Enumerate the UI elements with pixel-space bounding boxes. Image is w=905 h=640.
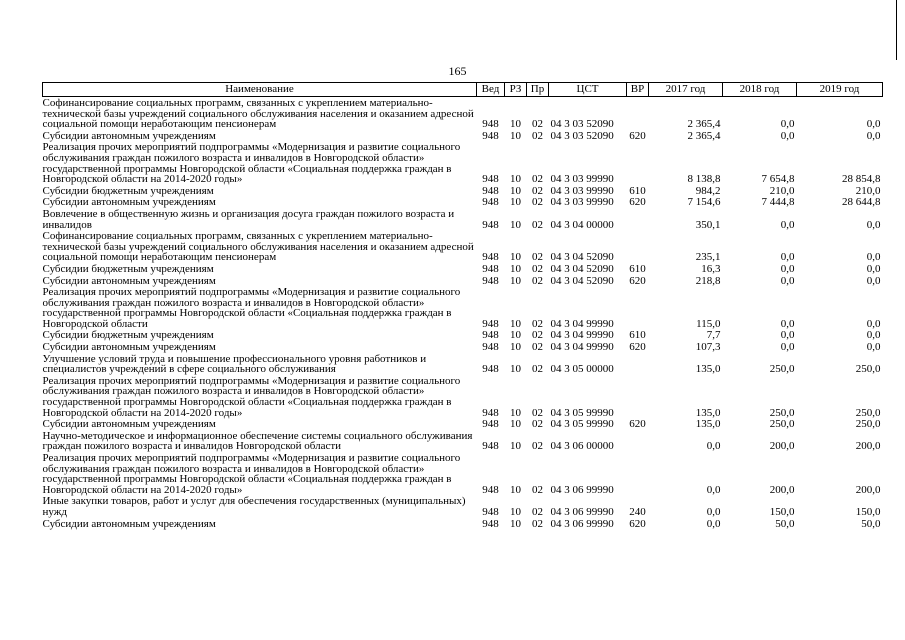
row-2018-value: 0,0	[780, 251, 795, 264]
table-row	[43, 230, 883, 263]
row-ved: 948	[482, 218, 499, 231]
row-name: Улучшение условий труда и повышение профессионального уровня работников и специалистов учреждений в сфере социального обслуживания	[42, 352, 427, 376]
row-rz: 10	[510, 363, 521, 376]
row-rz: 10	[510, 505, 521, 518]
table-row	[43, 452, 883, 495]
row-2017-value: 350,1	[695, 218, 721, 231]
row-ved: 948	[482, 262, 499, 275]
table-row	[43, 418, 883, 430]
row-name: Реализация прочих мероприятий подпрограммы «Модернизация и развитие социального обслуживания граждан пожилого возраста и инвалидов в Новгородской области» государственной программы Новгородской области «Социальная поддержка граждан в Новгородской области на 2014-2020 годы»	[42, 141, 461, 186]
row-2017-value: 2 365,4	[687, 118, 721, 131]
row-2017-value: 7,7	[706, 329, 721, 342]
row-pr: 02	[532, 418, 543, 431]
row-2018-value: 7 444,8	[761, 196, 795, 209]
row-2019-value: 200,0	[855, 440, 881, 453]
row-cst: 04 3 05 00000	[550, 363, 614, 376]
row-ved: 948	[482, 505, 499, 518]
row-name: Софинансирование социальных программ, связанных с укреплением материально-технической базы учреждений социального обслуживания населения и оказанием адресной социальной помощи неработающим пенсионерам	[42, 97, 474, 131]
row-ved: 948	[482, 274, 499, 287]
row-name: Субсидии бюджетным учреждениям	[42, 262, 214, 275]
row-2018-value: 250,0	[769, 406, 795, 419]
row-cst: 04 3 04 52090	[550, 274, 614, 287]
row-2019-value: 0,0	[866, 317, 881, 330]
table-body	[43, 97, 883, 530]
row-rz: 10	[510, 262, 521, 275]
row-2019-value: 28 644,8	[842, 196, 881, 209]
row-2019-value: 50,0	[861, 517, 881, 530]
row-ved: 948	[482, 184, 499, 197]
row-vr: 610	[629, 262, 646, 275]
row-vr: 610	[629, 329, 646, 342]
row-rz: 10	[510, 274, 521, 287]
row-2019-value: 250,0	[855, 406, 881, 419]
table-row	[43, 185, 883, 197]
row-ved: 948	[482, 483, 499, 496]
row-ved: 948	[482, 173, 499, 186]
row-rz: 10	[510, 129, 521, 142]
row-cst: 04 3 04 99990	[550, 329, 614, 342]
row-name: Субсидии автономным учреждениям	[42, 418, 216, 431]
row-ved: 948	[482, 418, 499, 431]
row-2019-value: 0,0	[866, 329, 881, 342]
row-2017-value: 16,3	[701, 262, 721, 275]
row-2018-value: 210,0	[769, 184, 795, 197]
row-2018-value: 0,0	[780, 274, 795, 287]
row-2018-value: 250,0	[769, 418, 795, 431]
row-pr: 02	[532, 262, 543, 275]
row-name: Софинансирование социальных программ, связанных с укреплением материально-технической базы учреждений социального обслуживания населения и оказанием адресной социальной помощи неработающим пенсионерам	[42, 230, 474, 264]
row-rz: 10	[510, 218, 521, 231]
row-cst: 04 3 05 99990	[550, 418, 614, 431]
row-2018-value: 200,0	[769, 483, 795, 496]
row-cst: 04 3 06 00000	[550, 440, 614, 453]
row-pr: 02	[532, 517, 543, 530]
row-2019-value: 250,0	[855, 363, 881, 376]
row-2018-value: 200,0	[769, 440, 795, 453]
row-ved: 948	[482, 440, 499, 453]
table-row	[43, 141, 883, 184]
row-2018-value: 150,0	[769, 505, 795, 518]
header-2017: 2017 год	[649, 83, 723, 97]
row-vr: 620	[629, 274, 646, 287]
row-2017-value: 115,0	[696, 317, 721, 330]
row-cst: 04 3 06 99990	[550, 517, 614, 530]
row-rz: 10	[510, 341, 521, 354]
row-vr: 610	[629, 184, 646, 197]
row-rz: 10	[510, 406, 521, 419]
page-edge-rule	[896, 0, 897, 60]
row-vr	[627, 375, 649, 418]
row-2018-value: 7 654,8	[761, 173, 795, 186]
row-ved: 948	[482, 363, 499, 376]
row-2019-value: 0,0	[866, 118, 881, 131]
row-ved: 948	[482, 196, 499, 209]
row-pr: 02	[532, 251, 543, 264]
row-name: Субсидии автономным учреждениям	[42, 517, 216, 530]
row-2018-value: 250,0	[769, 363, 795, 376]
row-name: Иные закупки товаров, работ и услуг для обеспечения государственных (муниципальных) нужд	[42, 495, 466, 518]
row-vr	[627, 141, 649, 184]
row-cst: 04 3 04 52090	[550, 262, 614, 275]
row-ved: 948	[482, 251, 499, 264]
row-rz: 10	[510, 483, 521, 496]
row-ved: 948	[482, 118, 499, 131]
row-cst: 04 3 04 00000	[550, 218, 614, 231]
row-2019-value: 150,0	[855, 505, 881, 518]
row-cst: 04 3 04 99990	[550, 341, 614, 354]
row-ved: 948	[482, 129, 499, 142]
row-vr: 620	[629, 196, 646, 209]
header-name: Наименование	[43, 83, 477, 97]
row-2019-value: 210,0	[855, 184, 881, 197]
row-cst: 04 3 05 99990	[550, 406, 614, 419]
row-pr: 02	[532, 406, 543, 419]
row-rz: 10	[510, 317, 521, 330]
row-vr: 620	[629, 418, 646, 431]
row-pr: 02	[532, 341, 543, 354]
row-cst: 04 3 04 52090	[550, 251, 614, 264]
table-row	[43, 275, 883, 287]
row-pr: 02	[532, 329, 543, 342]
row-rz: 10	[510, 440, 521, 453]
row-pr: 02	[532, 363, 543, 376]
row-2019-value: 200,0	[855, 483, 881, 496]
row-cst: 04 3 03 99990	[550, 173, 614, 186]
header-vr: ВР	[627, 83, 649, 97]
row-name: Вовлечение в общественную жизнь и организация досуга граждан пожилого возраста и инвалидов	[42, 207, 455, 231]
row-name: Субсидии бюджетным учреждениям	[42, 184, 214, 197]
row-2018-value: 0,0	[780, 129, 795, 142]
row-cst: 04 3 03 99990	[550, 196, 614, 209]
row-name: Субсидии автономным учреждениям	[42, 196, 216, 209]
row-2018-value: 0,0	[780, 262, 795, 275]
header-rz: РЗ	[505, 83, 527, 97]
table-row	[43, 208, 883, 230]
row-name: Реализация прочих мероприятий подпрограммы «Модернизация и развитие социального обслуживания граждан пожилого возраста и инвалидов в Новгородской области» государственной программы Новгородской области «Социальная поддержка граждан в Новгородской области	[42, 286, 461, 330]
table-row	[43, 97, 883, 130]
table-row	[43, 263, 883, 275]
header-2019: 2019 год	[797, 83, 883, 97]
row-2017-value: 0,0	[706, 440, 721, 453]
row-vr	[627, 430, 649, 452]
row-cst: 04 3 03 52090	[550, 129, 614, 142]
table-row	[43, 430, 883, 452]
row-pr: 02	[532, 317, 543, 330]
row-2017-value: 8 138,8	[687, 173, 721, 186]
row-vr: 620	[629, 341, 646, 354]
row-pr: 02	[532, 129, 543, 142]
row-name: Субсидии автономным учреждениям	[42, 129, 216, 142]
row-name: Субсидии бюджетным учреждениям	[42, 329, 214, 342]
row-pr: 02	[532, 440, 543, 453]
row-pr: 02	[532, 274, 543, 287]
row-2019-value: 250,0	[855, 418, 881, 431]
table-row	[43, 329, 883, 341]
row-2017-value: 2 365,4	[687, 129, 721, 142]
row-vr	[627, 286, 649, 329]
row-2017-value: 0,0	[706, 505, 721, 518]
row-pr: 02	[532, 184, 543, 197]
row-cst: 04 3 03 52090	[550, 118, 614, 131]
row-rz: 10	[510, 418, 521, 431]
row-2018-value: 50,0	[775, 517, 795, 530]
row-name: Реализация прочих мероприятий подпрограммы «Модернизация и развитие социального обслуживания граждан пожилого возраста и инвалидов в Новгородской области» государственной программы Новгородской области «Социальная поддержка граждан в Новгородской области на 2014-2020 годы»	[42, 374, 461, 419]
table-header	[43, 83, 883, 97]
row-2017-value: 235,1	[695, 251, 721, 264]
row-name: Научно-методическое и информационное обеспечение системы социального обслуживания граждан пожилого возраста и инвалидов Новгородской области	[42, 429, 473, 453]
table-row	[43, 495, 883, 517]
row-vr	[627, 452, 649, 495]
row-rz: 10	[510, 196, 521, 209]
row-2017-value: 7 154,6	[687, 196, 721, 209]
row-ved: 948	[482, 341, 499, 354]
row-2019-value: 0,0	[866, 262, 881, 275]
row-2017-value: 218,8	[695, 274, 721, 287]
row-ved: 948	[482, 406, 499, 419]
row-pr: 02	[532, 505, 543, 518]
row-pr: 02	[532, 483, 543, 496]
row-2018-value: 0,0	[780, 329, 795, 342]
header-cst: ЦСТ	[549, 83, 627, 97]
row-2017-value: 0,0	[706, 483, 721, 496]
row-name: Субсидии автономным учреждениям	[42, 341, 216, 354]
row-rz: 10	[510, 517, 521, 530]
table-row	[43, 375, 883, 418]
row-name: Субсидии автономным учреждениям	[42, 274, 216, 287]
row-2017-value: 135,0	[695, 418, 721, 431]
table-row	[43, 196, 883, 208]
row-2018-value: 0,0	[780, 218, 795, 231]
row-ved: 948	[482, 329, 499, 342]
row-2019-value: 28 854,8	[842, 173, 881, 186]
row-cst: 04 3 04 99990	[550, 317, 614, 330]
row-2018-value: 0,0	[780, 341, 795, 354]
row-pr: 02	[532, 196, 543, 209]
row-2019-value: 0,0	[866, 341, 881, 354]
row-pr: 02	[532, 218, 543, 231]
row-2017-value: 984,2	[695, 184, 721, 197]
budget-table	[42, 82, 883, 529]
row-2019-value: 0,0	[866, 274, 881, 287]
header-ved: Вед	[477, 83, 505, 97]
row-2017-value: 135,0	[695, 406, 721, 419]
row-vr	[627, 97, 649, 130]
row-2019-value: 0,0	[866, 251, 881, 264]
row-2017-value: 0,0	[706, 517, 721, 530]
row-rz: 10	[510, 329, 521, 342]
row-2017-value: 107,3	[695, 341, 721, 354]
row-rz: 10	[510, 184, 521, 197]
page-number: 165	[448, 64, 467, 78]
row-2018-value: 0,0	[780, 317, 795, 330]
row-cst: 04 3 06 99990	[550, 505, 614, 518]
row-vr	[627, 353, 649, 375]
row-vr	[627, 208, 649, 230]
row-ved: 948	[482, 317, 499, 330]
table-row	[43, 286, 883, 329]
row-cst: 04 3 03 99990	[550, 184, 614, 197]
row-pr: 02	[532, 118, 543, 131]
row-rz: 10	[510, 118, 521, 131]
row-cst: 04 3 06 99990	[550, 483, 614, 496]
row-2018-value: 0,0	[780, 118, 795, 131]
row-2019-value: 0,0	[866, 218, 881, 231]
row-name: Реализация прочих мероприятий подпрограммы «Модернизация и развитие социального обслуживания граждан пожилого возраста и инвалидов в Новгородской области» государственной программы Новгородской области «Социальная поддержка граждан в Новгородской области на 2014-2020 годы»	[42, 452, 461, 496]
row-vr: 620	[629, 517, 646, 530]
row-pr: 02	[532, 173, 543, 186]
row-rz: 10	[510, 251, 521, 264]
header-2018: 2018 год	[723, 83, 797, 97]
row-2017-value: 135,0	[695, 363, 721, 376]
row-ved: 948	[482, 517, 499, 530]
row-rz: 10	[510, 173, 521, 186]
table-row	[43, 341, 883, 353]
row-vr: 620	[629, 129, 646, 142]
table-row	[43, 353, 883, 375]
table-row	[43, 130, 883, 142]
header-pr: Пр	[527, 83, 549, 97]
row-2019-value: 0,0	[866, 129, 881, 142]
row-vr	[627, 230, 649, 263]
table-row	[43, 518, 883, 530]
row-vr: 240	[629, 505, 646, 518]
